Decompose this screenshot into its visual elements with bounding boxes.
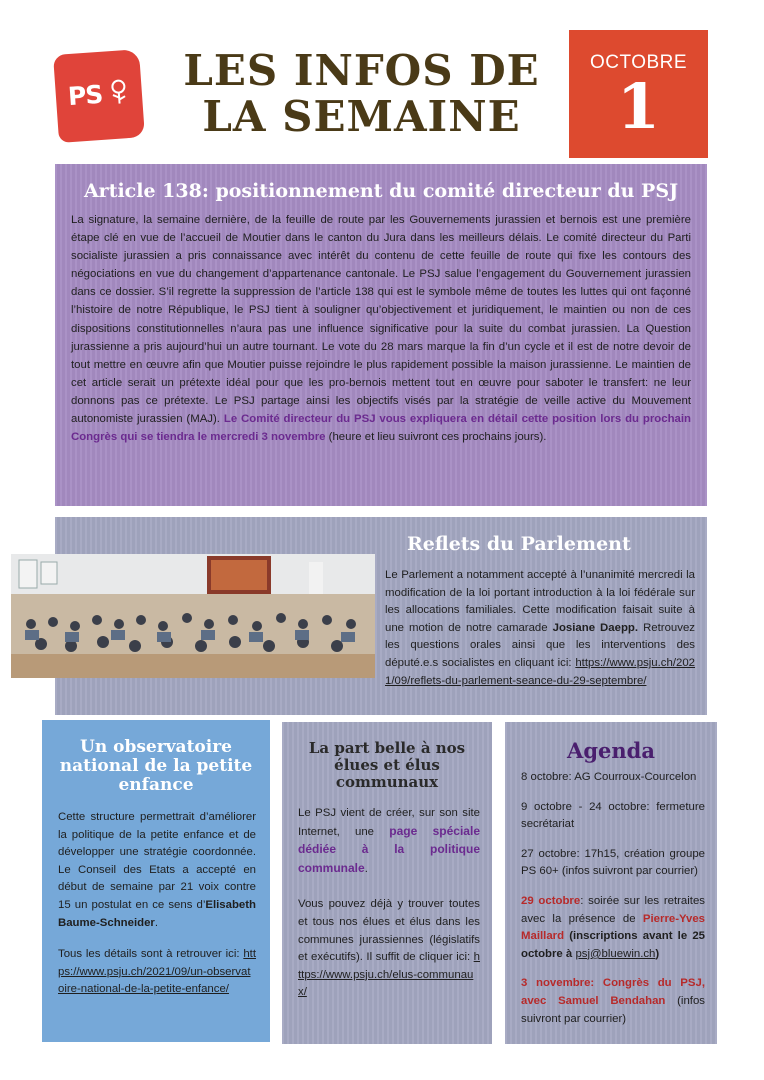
title-line-2: LA SEMAINE	[202, 92, 521, 141]
agenda-item-1: 8 octobre: AG Courroux-Courcelon	[521, 771, 697, 783]
agenda-item-4	[521, 893, 705, 963]
article-138-tail: (heure et lieu suivront ces prochains jours).	[325, 431, 547, 444]
ps-logo	[53, 49, 145, 143]
article-138-body	[71, 211, 691, 446]
agenda-item-4-name: Pierre-Yves Maillard	[521, 912, 705, 943]
article-138-highlight: Le Comité directeur du PSJ vous expliquera en détail cette position lors du prochain Congrès qui se tiendra le mercredi 3 novembre	[71, 413, 691, 444]
article-138-title: Article 138: positionnement du comité directeur du PSJ	[83, 180, 679, 202]
agenda-item-4-date: 29 octobre	[521, 894, 581, 907]
reflets-body	[385, 567, 695, 690]
logo-text: PS	[66, 79, 104, 112]
part-belle-title: La part belle à nos élues et élus communaux	[308, 739, 466, 791]
article-138-panel	[55, 164, 707, 506]
agenda-item-5-end: (infos suivront par courrier)	[521, 994, 705, 1025]
article-138-text: La signature, la semaine dernière, de la feuille de route par les Gouvernements jurassien et bernois est une première étape clé en vue de l’accueil de Moutier dans le canton du Jura dans les meilleurs délais. Le comité directeur du Parti socialiste jurassien a pris connaissance avec intérêt du contenu de cette feuille de route qui fixe les contours des négociations en vue du changement d’appartenance cantonale. Le PSJ salue l’engagement du Gouvernement jurassien dans ce dossier. S’il regrette la suppression de l’article 138 qui est le symbole même de toutes les luttes qui ont façonné l’histoire de notre République, le PSJ tient à souligner qu’objectivement et juridiquement, le maintien ou non de ces dispositions constitutionnelles n’aura pas une influence significative pour la suite du combat jurassien. La Question jurassienne a pris aujourd’hui un autre tournant. Le vote du 28 mars marque la fin d’un cycle et il est de notre devoir de tout mettre en œuvre afin que Moutier puisse rejoindre le plus rapidement possible la maison jurassienne. Le maintien de cet article serait un prétexte idéal pour que les pro-bernois mettent tout en œuvre pour saboter le transfert: ne leur donnons pas ce prétexte. Le PSJ partage ainsi les objectifs visés par la stratégie de veille active du Mouvement autonomiste jurassien (MAJ).	[71, 214, 691, 426]
agenda-title: Agenda	[567, 738, 655, 763]
observatoire-link[interactable]: https://www.psju.ch/2021/09/un-observatoire-national-de-la-petite-enfance/	[58, 948, 256, 996]
page-title	[164, 48, 559, 140]
agenda-item-4-close: )	[655, 947, 660, 960]
part-belle-panel	[282, 722, 492, 1044]
part-belle-p1-end: .	[364, 862, 368, 875]
observatoire-title: Un observatoire national de la petite enfance	[59, 737, 253, 795]
observatoire-text-end: .	[154, 916, 159, 929]
reflets-link[interactable]: https://www.psju.ch/2021/09/reflets-du-parlement-seance-du-29-septembre/	[385, 656, 695, 687]
reflets-name: Josiane Daepp.	[552, 621, 639, 634]
part-belle-link[interactable]: https://www.psju.ch/elus-communaux/	[298, 951, 480, 999]
agenda-email-link[interactable]: psj@bluewin.ch	[575, 947, 656, 960]
agenda-item-5	[521, 975, 705, 1028]
observatoire-body	[58, 809, 256, 932]
title-line-1: LES INFOS DE	[183, 46, 540, 95]
date-box	[569, 30, 708, 158]
reflets-title: Reflets du Parlement	[407, 533, 631, 555]
reflets-text-start: Le Parlement a notamment accepté à l’unanimité mercredi la modification de la loi portant introduction à la loi fédérale sur les allocations familiales. Cette modification faisait suite à une motion de notre camarade	[385, 569, 695, 634]
date-month: OCTOBRE	[589, 52, 688, 73]
reflets-text-end: Retrouvez les questions orales ainsi que les interventions des député.e.s socialistes en cliquant ici:	[385, 621, 695, 669]
observatoire-name: Elisabeth Baume-Schneider	[58, 898, 256, 929]
date-day: 1	[616, 70, 661, 143]
rose-icon	[107, 78, 131, 105]
part-belle-p2	[298, 896, 480, 1002]
observatoire-text-start: Cette structure permettrait d’améliorer la politique de la petite enfance et de développer une stratégie coordonnée. Le Conseil des Etats a accepté en début de semaine par 21 voix contre 15 un postulat en ce sens d’	[58, 811, 256, 911]
parliament-photo	[11, 554, 375, 678]
agenda-item-4-text: : soirée sur les retraites avec la présence de	[521, 894, 705, 925]
part-belle-highlight: page spéciale dédiée à la politique communale	[298, 823, 480, 875]
part-belle-p1-start: Le PSJ vient de créer, sur son site Internet, une	[298, 807, 480, 838]
part-belle-p2-text: Vous pouvez déjà y trouver toutes et tous nos élues et élus dans les communes jurassiennes (législatifs et exécutifs). Il suffit de cliquer ici:	[298, 898, 480, 964]
agenda-item-2: 9 octobre - 24 octobre: fermeture secrétariat	[521, 800, 705, 831]
agenda-panel	[505, 722, 717, 1044]
agenda-item-5-red: 3 novembre: Congrès du PSJ, avec Samuel Bendahan	[521, 977, 705, 1007]
parliament-photo-illustration	[11, 554, 375, 678]
observatoire-panel	[42, 720, 270, 1042]
agenda-item-3: 27 octobre: 17h15, création groupe PS 60+ (infos suivront par courrier)	[521, 847, 705, 878]
agenda-item-4-bold: (inscriptions avant le 25 octobre à	[521, 930, 705, 960]
observatoire-details-text: Tous les détails sont à retrouver ici:	[58, 948, 244, 961]
part-belle-p1	[298, 805, 480, 878]
observatoire-details	[58, 946, 256, 999]
